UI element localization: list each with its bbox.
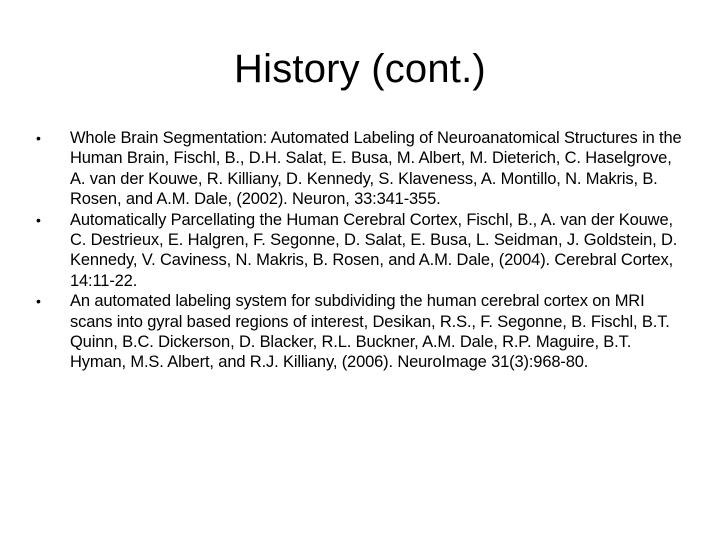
reference-text: An automated labeling system for subdividing the human cerebral cortex on MRI scans into gyral based regions of interest, Desikan, R.S., F. Segonne, B. Fischl, B.T. Quinn, B.C. Dickerson, D. Blacker, R.L. Buckner, A.M. Dale, R.P. Maguire, B.T. Hyman, M.S. Albert, and R.J. Killiany, (2006). NeuroImage 31(3):968-80.	[70, 292, 670, 372]
bullet-icon: •	[36, 293, 41, 310]
reference-list	[36, 128, 684, 373]
reference-item-2	[36, 210, 684, 292]
slide-title: History (cont.)	[234, 47, 486, 91]
reference-item-3	[36, 291, 684, 373]
reference-text: Automatically Parcellating the Human Cerebral Cortex, Fischl, B., A. van der Kouwe, C. Destrieux, E. Halgren, F. Segonne, D. Salat, E. Busa, L. Seidman, J. Goldstein, D. Kennedy, V. Caviness, N. Makris, B. Rosen, and A.M. Dale, (2004). Cerebral Cortex, 14:11-22.	[70, 210, 678, 290]
reference-text: Whole Brain Segmentation: Automated Labeling of Neuroanatomical Structures in the Human Brain, Fischl, B., D.H. Salat, E. Busa, M. Albert, M. Dieterich, C. Haselgrove, A. van der Kouwe, R. Killiany, D. Kennedy, S. Klaveness, A. Montillo, N. Makris, B. Rosen, and A.M. Dale, (2002). Neuron, 33:341-355.	[70, 129, 682, 209]
bullet-icon: •	[36, 211, 41, 228]
reference-item-1	[36, 128, 684, 210]
bullet-icon: •	[36, 130, 41, 146]
